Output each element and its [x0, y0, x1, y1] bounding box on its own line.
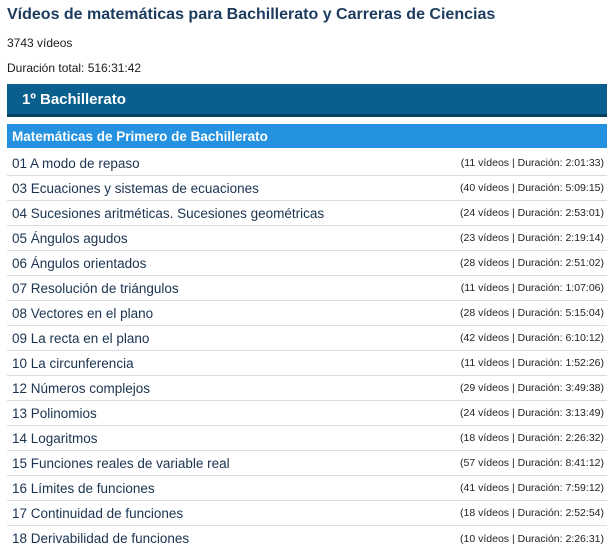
topic-meta: (11 vídeos | Duración: 1:07:06) — [460, 282, 604, 294]
topic-name[interactable]: 01 A modo de repaso — [12, 155, 140, 171]
topic-meta: (41 vídeos | Duración: 7:59:12) — [460, 482, 604, 494]
topic-name[interactable]: 06 Ángulos orientados — [12, 255, 147, 271]
topic-name[interactable]: 12 Números complejos — [12, 380, 151, 396]
topic-meta: (28 vídeos | Duración: 5:15:04) — [460, 307, 604, 319]
topic-row[interactable] — [7, 176, 607, 201]
topic-name[interactable]: 09 La recta en el plano — [12, 330, 150, 346]
page-title: Vídeos de matemáticas para Bachillerato y Carreras de Ciencias — [7, 6, 496, 23]
topic-row[interactable] — [7, 226, 607, 251]
topic-row[interactable] — [7, 526, 607, 551]
topic-row[interactable] — [7, 276, 607, 301]
topic-row[interactable] — [7, 326, 607, 351]
topic-row[interactable] — [7, 201, 607, 226]
section-title: 1º Bachillerato — [22, 90, 126, 108]
topic-row[interactable] — [7, 426, 607, 451]
topic-row[interactable] — [7, 376, 607, 401]
topic-meta: (28 vídeos | Duración: 2:51:02) — [460, 257, 604, 269]
topic-meta: (18 vídeos | Duración: 2:52:54) — [460, 507, 604, 519]
topic-name[interactable]: 04 Sucesiones aritméticas. Sucesiones geométricas — [12, 205, 325, 221]
topic-list — [7, 151, 607, 551]
topic-meta: (24 vídeos | Duración: 3:13:49) — [460, 407, 604, 419]
total-duration: Duración total: 516:31:42 — [7, 61, 142, 75]
subsection-header-matematicas-primero[interactable] — [7, 124, 607, 148]
topic-row[interactable] — [7, 151, 607, 176]
topic-name[interactable]: 15 Funciones reales de variable real — [12, 455, 230, 471]
topic-name[interactable]: 05 Ángulos agudos — [12, 230, 128, 246]
topic-meta: (40 vídeos | Duración: 5:09:15) — [460, 182, 604, 194]
topic-name[interactable]: 10 La circunferencia — [12, 355, 134, 371]
topic-meta: (11 vídeos | Duración: 2:01:33) — [460, 157, 604, 169]
topic-name[interactable]: 17 Continuidad de funciones — [12, 505, 184, 521]
topic-name[interactable]: 03 Ecuaciones y sistemas de ecuaciones — [12, 180, 259, 196]
section-header-1-bachillerato[interactable] — [7, 84, 607, 117]
topic-row[interactable] — [7, 401, 607, 426]
topic-name[interactable]: 13 Polinomios — [12, 405, 97, 421]
topic-meta: (10 vídeos | Duración: 2:26:31) — [460, 532, 604, 545]
topic-meta: (29 vídeos | Duración: 3:49:38) — [460, 382, 604, 394]
topic-meta: (11 vídeos | Duración: 1:52:26) — [460, 357, 604, 369]
topic-meta: (24 vídeos | Duración: 2:53:01) — [460, 207, 604, 219]
topic-meta: (23 vídeos | Duración: 2:19:14) — [460, 232, 604, 244]
topic-name[interactable]: 08 Vectores en el plano — [12, 305, 154, 321]
topic-name[interactable]: 18 Derivabilidad de funciones — [12, 531, 190, 546]
topic-name[interactable]: 07 Resolución de triángulos — [12, 280, 179, 296]
topic-name[interactable]: 14 Logaritmos — [12, 430, 98, 446]
subsection-title: Matemáticas de Primero de Bachillerato — [12, 128, 268, 144]
topic-row[interactable] — [7, 251, 607, 276]
video-count: 3743 vídeos — [7, 36, 73, 50]
topic-row[interactable] — [7, 351, 607, 376]
topic-meta: (18 vídeos | Duración: 2:26:32) — [460, 432, 604, 444]
topic-row[interactable] — [7, 476, 607, 501]
topic-row[interactable] — [7, 301, 607, 326]
topic-name[interactable]: 16 Límites de funciones — [12, 480, 155, 496]
topic-row[interactable] — [7, 451, 607, 476]
topic-row[interactable] — [7, 501, 607, 526]
topic-meta: (42 vídeos | Duración: 6:10:12) — [460, 332, 604, 344]
topic-meta: (57 vídeos | Duración: 8:41:12) — [460, 457, 604, 469]
